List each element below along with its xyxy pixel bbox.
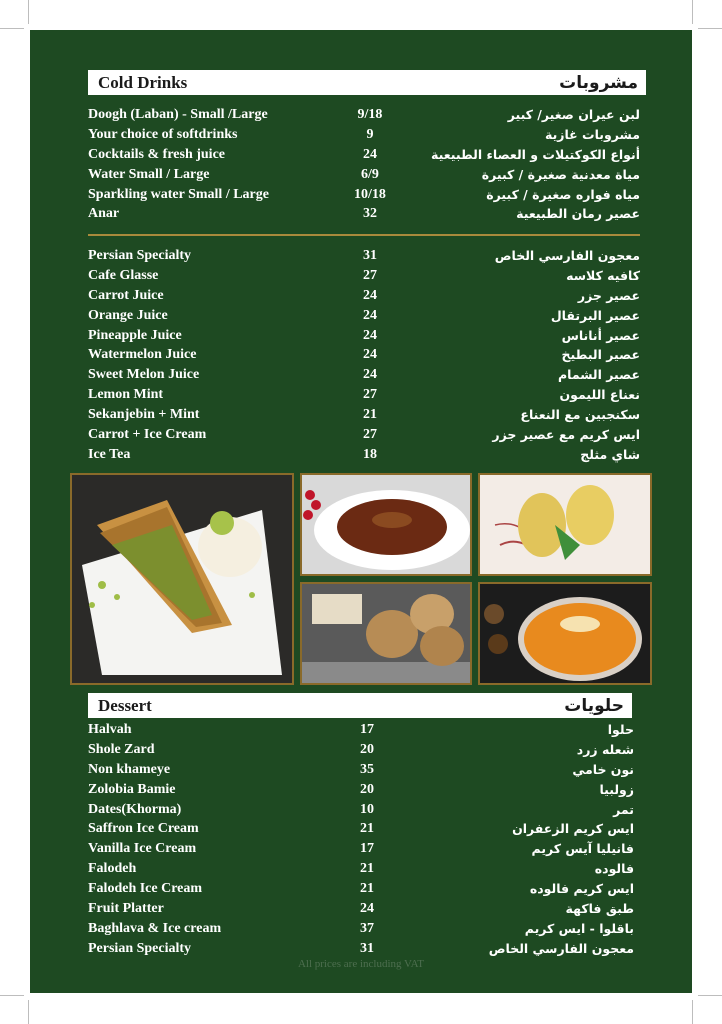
- item-name-arabic: شعله زرد: [576, 741, 634, 757]
- item-name: Cocktails & fresh juice: [88, 146, 225, 162]
- item-price: 20: [360, 781, 374, 797]
- item-name-arabic: عصير الشمام: [557, 367, 640, 383]
- section-divider: [88, 234, 640, 236]
- item-name-arabic: حلوا: [607, 722, 634, 737]
- menu-item-row: [88, 405, 640, 425]
- item-name-arabic: أنواع الكوكتيلات و العصاء الطبيعية: [431, 146, 640, 162]
- item-price: 6/9: [361, 166, 379, 182]
- item-price: 27: [363, 267, 377, 283]
- item-price: 31: [363, 248, 377, 263]
- item-name-arabic: تمر: [613, 801, 634, 817]
- menu-item-row: [88, 125, 640, 145]
- item-name: Orange Juice: [88, 307, 168, 323]
- item-name-arabic: مياة معدنية صغيرة / كبيرة: [481, 166, 640, 182]
- item-name: Lemon Mint: [88, 387, 164, 403]
- crop-mark: [692, 1000, 693, 1024]
- item-name-arabic: مياه فواره صغيرة / كبيرة: [486, 186, 640, 202]
- item-name-arabic: معجون الفارسي الخاص: [494, 248, 640, 263]
- menu-item-row: [88, 899, 634, 919]
- menu-item-row: [88, 246, 640, 266]
- menu-item-row: [88, 445, 640, 465]
- crop-mark: [28, 1000, 29, 1024]
- item-name-arabic: عصير جزر: [577, 287, 640, 303]
- item-name-arabic: فانيليا آيس كريم: [531, 841, 634, 857]
- item-name: Zolobia Bamie: [88, 781, 176, 797]
- item-name: Watermelon Juice: [88, 347, 197, 363]
- dessert-list: [88, 720, 634, 959]
- item-price: 20: [360, 741, 374, 757]
- menu-item-row: [88, 185, 640, 205]
- item-name-arabic: نعناع الليمون: [559, 387, 640, 403]
- item-name: Sweet Melon Juice: [88, 367, 200, 383]
- item-price: 9/18: [357, 107, 383, 122]
- item-name-arabic: طبق فاكهة: [565, 901, 634, 917]
- menu-item-row: [88, 266, 640, 286]
- item-price: 24: [363, 327, 377, 343]
- item-price: 32: [363, 206, 377, 222]
- saffron-ice-cream-illustration: [480, 475, 650, 574]
- pastries-photo: [300, 582, 472, 685]
- item-name: Falodeh Ice Cream: [88, 881, 203, 897]
- item-price: 21: [360, 821, 374, 837]
- item-name-arabic: نون خامي: [572, 761, 634, 777]
- halvah-photo: [300, 473, 472, 576]
- menu-item-row: [88, 165, 640, 185]
- menu-item-row: [88, 425, 640, 445]
- item-name: Baghlava & Ice cream: [88, 920, 222, 936]
- item-name-arabic: زولبيا: [599, 781, 634, 797]
- dessert-title: Dessert: [98, 695, 152, 715]
- shole-zard-photo: [478, 582, 652, 685]
- dessert-title-arabic: حلويات: [564, 695, 624, 716]
- menu-item-row: [88, 105, 640, 125]
- item-name-arabic: عصير أناناس: [561, 327, 640, 343]
- item-name: Saffron Ice Cream: [88, 821, 199, 837]
- menu-item-row: [88, 365, 640, 385]
- item-price: 21: [363, 407, 377, 423]
- menu-item-row: [88, 879, 634, 899]
- menu-item-row: [88, 286, 640, 306]
- item-price: 24: [360, 901, 374, 917]
- crop-mark: [28, 0, 29, 24]
- menu-item-row: [88, 919, 634, 939]
- item-price: 24: [363, 367, 377, 383]
- item-price: 24: [363, 146, 377, 162]
- item-name: Non khameye: [88, 761, 171, 777]
- item-name-arabic: سكنجبين مع النعناع: [520, 407, 640, 423]
- item-price: 35: [360, 761, 374, 777]
- item-name-arabic: كافيه كلاسه: [566, 267, 640, 283]
- crop-mark: [0, 995, 24, 996]
- item-price: 21: [360, 861, 374, 877]
- menu-item-row: [88, 740, 634, 760]
- menu-item-row: [88, 326, 640, 346]
- menu-item-row: [88, 385, 640, 405]
- crop-mark: [0, 28, 24, 29]
- item-price: 17: [360, 722, 374, 737]
- menu-item-row: [88, 720, 634, 740]
- menu-item-row: [88, 204, 640, 224]
- saffron-ice-cream-photo: [478, 473, 652, 576]
- item-name: Your choice of softdrinks: [88, 126, 238, 142]
- item-name-arabic: ايس كريم فالوده: [529, 881, 634, 897]
- item-price: 10: [360, 801, 374, 817]
- item-price: 27: [363, 387, 377, 403]
- menu-item-row: [88, 345, 640, 365]
- item-name-arabic: باقلوا - ايس كريم: [524, 920, 634, 936]
- item-name-arabic: معجون الفارسي الخاص: [488, 940, 634, 956]
- item-name-arabic: عصير البرتقال: [550, 307, 640, 323]
- dessert-header: [88, 693, 632, 718]
- item-price: 24: [363, 347, 377, 363]
- item-name-arabic: شاي مثلج: [580, 446, 640, 462]
- item-name-arabic: ايس كريم مع عصير جزر: [492, 427, 640, 443]
- menu-item-row: [88, 306, 640, 326]
- item-name: Carrot Juice: [88, 287, 164, 303]
- item-name-arabic: عصير رمان الطبيعية: [516, 206, 640, 222]
- menu-item-row: [88, 859, 634, 879]
- item-name: Doogh (Laban) - Small /Large: [88, 107, 268, 122]
- crop-mark: [698, 995, 722, 996]
- item-price: 31: [360, 940, 374, 956]
- menu-item-row: [88, 780, 634, 800]
- item-name: Falodeh: [88, 861, 137, 877]
- item-price: 24: [363, 287, 377, 303]
- cold-drinks-title-arabic: مشروبات: [559, 72, 638, 93]
- item-name: Carrot + Ice Cream: [88, 427, 207, 443]
- shole-zard-illustration: [480, 584, 650, 683]
- halvah-illustration: [302, 475, 470, 574]
- item-price: 10/18: [354, 186, 386, 202]
- item-name-arabic: مشروبات غازية: [544, 126, 640, 142]
- item-name: Vanilla Ice Cream: [88, 841, 197, 857]
- item-name-arabic: ايس كريم الزعفران: [512, 821, 634, 837]
- item-name: Shole Zard: [88, 741, 155, 757]
- menu-item-row: [88, 760, 634, 780]
- item-name: Ice Tea: [88, 446, 131, 462]
- item-price: 24: [363, 307, 377, 323]
- item-name-arabic: فالوده: [594, 861, 634, 877]
- item-name: Sparkling water Small / Large: [88, 186, 269, 202]
- specialty-drinks-list: [88, 246, 640, 465]
- pastries-illustration: [302, 584, 470, 683]
- cold-drinks-list: [88, 105, 640, 224]
- vat-note: All prices are including VAT: [297, 958, 425, 970]
- crop-mark: [692, 0, 693, 24]
- item-price: 18: [363, 446, 377, 462]
- item-name: Cafe Glasse: [88, 267, 159, 283]
- item-name: Fruit Platter: [88, 901, 164, 917]
- menu-item-row: [88, 819, 634, 839]
- item-price: 9: [366, 126, 374, 142]
- item-price: 27: [363, 427, 377, 443]
- item-price: 17: [360, 841, 374, 857]
- menu-item-row: [88, 800, 634, 820]
- item-price: 21: [360, 881, 374, 897]
- item-name-arabic: عصير البطيخ: [561, 347, 640, 363]
- crop-mark: [698, 28, 722, 29]
- item-name-arabic: لبن عيران صغير/ كبير: [507, 107, 640, 122]
- item-name: Persian Specialty: [88, 940, 192, 956]
- item-name: Anar: [88, 206, 120, 222]
- menu-item-row: [88, 145, 640, 165]
- item-name: Sekanjebin + Mint: [88, 407, 200, 423]
- cold-drinks-title: Cold Drinks: [98, 72, 188, 92]
- item-name: Halvah: [88, 722, 132, 737]
- menu-item-row: [88, 939, 634, 959]
- item-name: Persian Specialty: [88, 248, 192, 263]
- item-name: Dates(Khorma): [88, 801, 182, 817]
- item-name: Pineapple Juice: [88, 327, 182, 343]
- baklava-photo: [70, 473, 294, 685]
- baklava-illustration: [72, 475, 292, 683]
- item-price: 37: [360, 920, 374, 936]
- item-name: Water Small / Large: [88, 166, 210, 182]
- cold-drinks-header: [88, 70, 646, 95]
- menu-item-row: [88, 839, 634, 859]
